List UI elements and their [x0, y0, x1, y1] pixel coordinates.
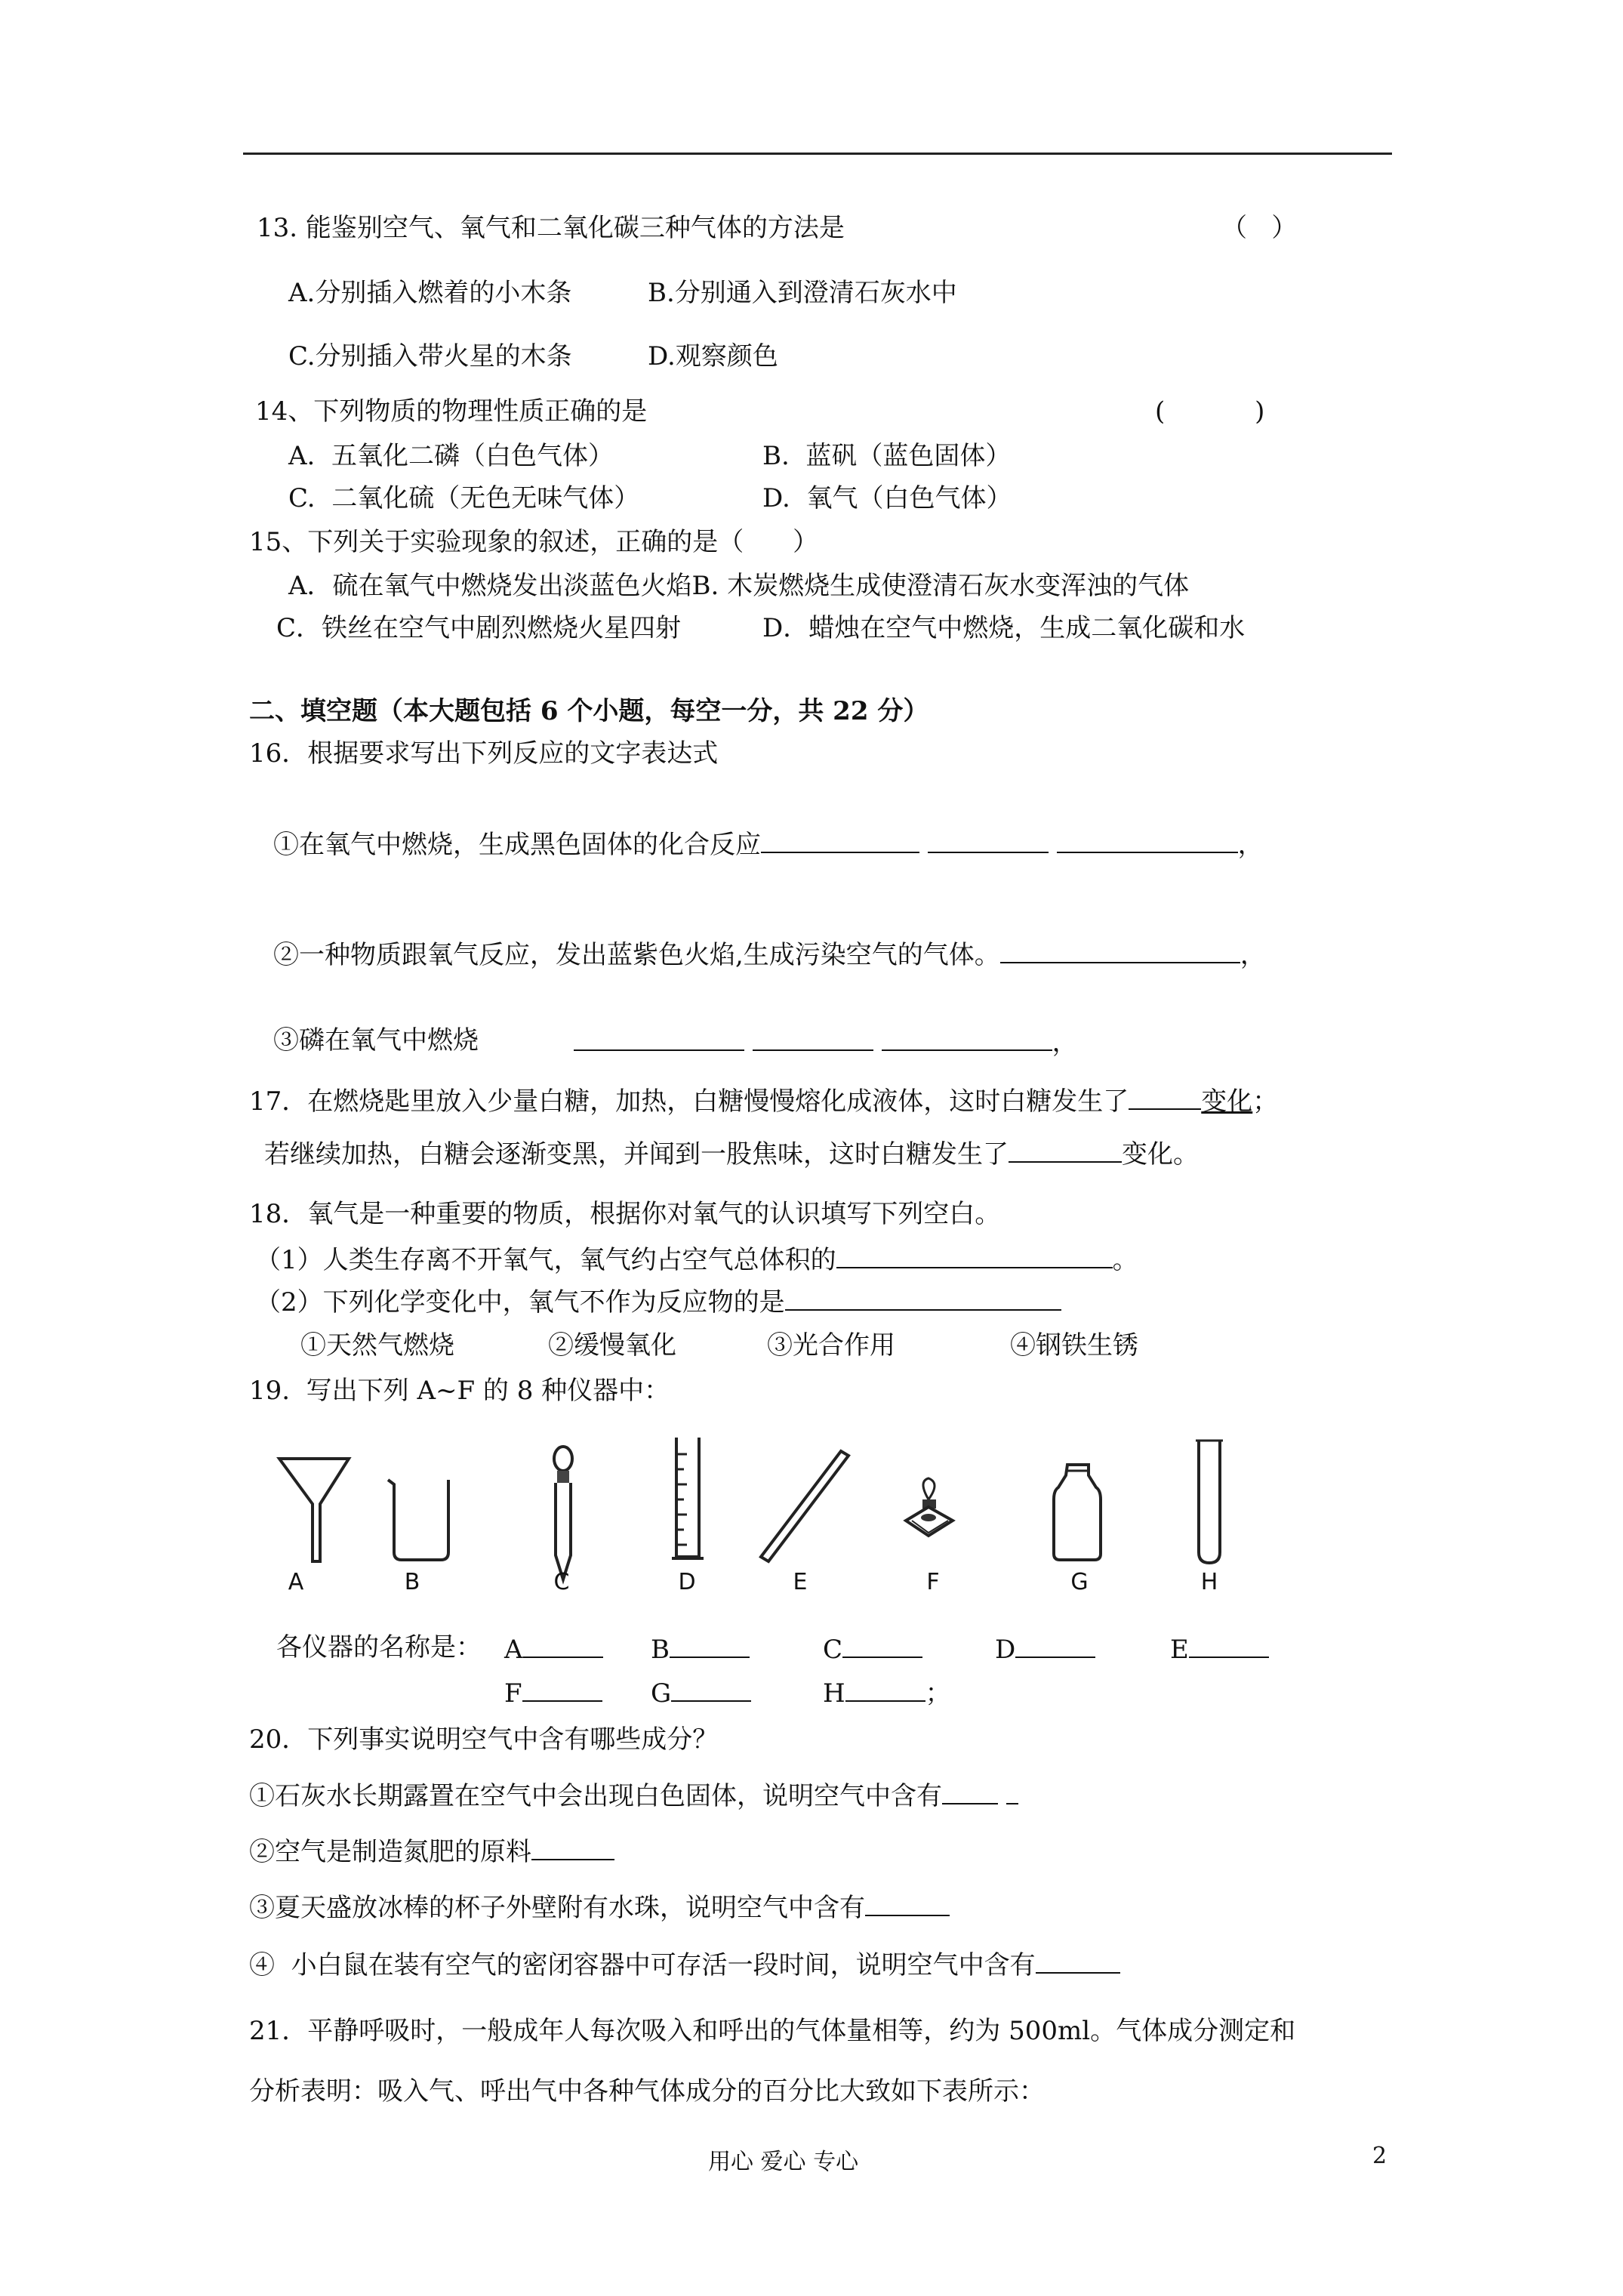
q16-item-2	[273, 938, 1266, 970]
q13-option-c: C.分别插入带火星的木条	[288, 341, 572, 371]
q20-item-3	[249, 1891, 950, 1923]
q16-item-3-end: ，	[1052, 1028, 1078, 1058]
q16-item-2-text: ②一种物质跟氧气反应，发出蓝紫色火焰,生成污染空气的气体。	[273, 940, 1000, 970]
q16-item-3: ③磷在氧气中燃烧	[273, 1025, 479, 1056]
q16-item1-blank-3[interactable]	[1057, 827, 1238, 853]
q18-choice-2: ②缓慢氧化	[548, 1330, 676, 1361]
q19-blank-c	[823, 1632, 922, 1665]
q18-part-2	[255, 1285, 1061, 1318]
q16-item1-blank-2[interactable]	[928, 827, 1049, 853]
q19-blank-a-letter: A	[504, 1635, 523, 1665]
q20-item-2-text: ②空气是制造氮肥的原料	[249, 1837, 531, 1867]
q19-blank-c-letter: C	[823, 1635, 843, 1665]
q17-line-2-end: 变化。	[1122, 1139, 1199, 1170]
alcohol-lamp-icon	[895, 1442, 986, 1586]
q18-part-1-text: （1）人类生存离不开氧气，氧气约占空气总体积的	[255, 1245, 836, 1275]
q19-blank-e-line[interactable]	[1189, 1632, 1269, 1658]
q19-blank-h	[823, 1676, 951, 1709]
q14-option-a: A. 五氧化二磷（白色气体）	[288, 441, 614, 471]
q16-item-1	[273, 827, 1264, 860]
q18-choice-3: ③光合作用	[767, 1330, 895, 1361]
q13-answer-paren: （ ）	[1221, 213, 1298, 243]
q20-item-1-text: ①石灰水长期露置在空气中会出现白色固体，说明空气中含有	[249, 1781, 942, 1811]
q19-blank-f-letter: F	[504, 1678, 522, 1709]
instrument-label-c: C	[553, 1569, 570, 1595]
q18-part-1	[255, 1243, 1138, 1275]
test-tube-icon	[1188, 1435, 1279, 1578]
q19-blank-f-line[interactable]	[522, 1676, 602, 1702]
q19-blank-c-line[interactable]	[842, 1632, 922, 1658]
instrument-label-e: E	[793, 1569, 808, 1595]
q21-line-1: 21．平静呼吸时，一般成年人每次吸入和呼出的气体量相等，约为 500ml。气体成分测定和	[249, 2016, 1296, 2046]
q16-item-2-end: ，	[1240, 940, 1266, 970]
q14-answer-paren: ( )	[1155, 396, 1265, 427]
q13-option-b: B.分别通入到澄清石灰水中	[648, 278, 957, 308]
q15-option-c: C．铁丝在空气中剧烈燃烧火星四射	[276, 613, 682, 643]
q16-item2-blank-2[interactable]	[1053, 938, 1180, 963]
q18-part-2-text: （2）下列化学变化中，氧气不作为反应物的是	[255, 1287, 785, 1318]
section-title: 二、填空题（本大题包括 6 个小题，每空一分，共 22 分）	[249, 696, 929, 726]
header-rule	[243, 153, 1392, 155]
graduated-cylinder-icon	[664, 1432, 755, 1575]
q19-blank-d-line[interactable]	[1015, 1632, 1095, 1658]
q20-item-4-text: ④ 小白鼠在装有空气的密闭容器中可存活一段时间，说明空气中含有	[249, 1950, 1036, 1980]
q13-option-d: D.观察颜色	[648, 341, 778, 371]
q19-blank-f	[504, 1676, 602, 1709]
q16-item3-blank-3[interactable]	[882, 1025, 1052, 1051]
q17-line-1-text: 17．在燃烧匙里放入少量白糖，加热，白糖慢慢熔化成液体，这时白糖发生了	[249, 1086, 1129, 1117]
q19-blank-b-line[interactable]	[670, 1632, 750, 1658]
q19-blank-d	[995, 1632, 1095, 1665]
page-number: 2	[1372, 2143, 1387, 2169]
q17-line-1-end: ；	[1252, 1086, 1279, 1117]
q19-blank-b-letter: B	[651, 1635, 670, 1665]
q19-blank-g-line[interactable]	[671, 1676, 751, 1702]
q21-line-2: 分析表明：吸入气、呼出气中各种气体成分的百分比大致如下表所示：	[249, 2076, 1045, 2106]
q20-item4-blank[interactable]	[1036, 1948, 1120, 1974]
q16-item3-blank-1[interactable]	[574, 1025, 744, 1051]
q19-blank-b	[651, 1632, 750, 1665]
q17-blank-2[interactable]	[1009, 1137, 1122, 1163]
q16-stem: 16．根据要求写出下列反应的文字表达式	[249, 738, 719, 769]
q19-blank-a	[504, 1632, 603, 1665]
q18-part1-blank[interactable]	[836, 1243, 1113, 1268]
q16-item-3-blanks	[574, 1025, 1078, 1058]
q19-blank-e	[1170, 1632, 1269, 1665]
q19-blank-a-line[interactable]	[523, 1632, 603, 1658]
q20-item3-blank[interactable]	[865, 1891, 950, 1916]
q16-item1-blank-1[interactable]	[761, 827, 919, 853]
q14-option-c: C. 二氧化硫（无色无味气体）	[288, 483, 640, 513]
instrument-label-h: H	[1200, 1569, 1218, 1595]
q19-stem: 19. 写出下列 A~F 的 8 种仪器中：	[249, 1376, 670, 1406]
q18-stem: 18．氧气是一种重要的物质，根据你对氧气的认识填写下列空白。	[249, 1199, 1001, 1229]
q19-blank-d-letter: D	[995, 1635, 1016, 1665]
q20-item1-blank[interactable]	[942, 1779, 998, 1804]
q16-item3-blank-2[interactable]	[753, 1025, 873, 1051]
instrument-label-b: B	[404, 1569, 420, 1595]
q20-item-2	[249, 1835, 614, 1867]
q19-blank-h-line[interactable]	[845, 1676, 925, 1702]
q15-stem: 15、下列关于实验现象的叙述，正确的是（ ）	[249, 527, 819, 557]
beaker-icon	[383, 1442, 474, 1586]
q17-blank-1-word: 变化	[1201, 1086, 1253, 1117]
funnel-icon	[273, 1442, 364, 1586]
reagent-bottle-icon	[1045, 1442, 1135, 1586]
q17-line-2-text: 若继续加热，白糖会逐渐变黑，并闻到一股焦味，这时白糖发生了	[264, 1139, 1009, 1170]
instrument-label-a: A	[288, 1569, 304, 1595]
q20-stem: 20．下列事实说明空气中含有哪些成分？	[249, 1724, 719, 1755]
q13-option-a: A.分别插入燃着的小木条	[288, 278, 572, 308]
q18-choice-4: ④钢铁生锈	[1010, 1330, 1138, 1361]
q17-blank-1[interactable]	[1129, 1084, 1201, 1110]
footer-slogan: 用心 爱心 专心	[708, 2149, 859, 2175]
glass-rod-icon	[755, 1442, 845, 1586]
q19-row2-end: ；	[925, 1678, 951, 1709]
q16-item2-blank-3[interactable]	[1180, 938, 1240, 963]
instrument-label-f: F	[926, 1569, 940, 1595]
instrument-label-g: G	[1070, 1569, 1089, 1595]
q19-blank-g-letter: G	[651, 1678, 672, 1709]
q20-item-1	[249, 1779, 1018, 1811]
q16-item2-blank-1[interactable]	[1000, 938, 1053, 963]
q18-choice-1: ①天然气燃烧	[300, 1330, 454, 1361]
q16-item-1-end: ，	[1237, 830, 1264, 860]
q15-options-ab: A．硫在氧气中燃烧发出淡蓝色火焰B. 木炭燃烧生成使澄清石灰水变浑浊的气体	[288, 571, 1190, 601]
q14-option-b: B. 蓝矾（蓝色固体）	[762, 441, 1012, 471]
instrument-label-d: D	[678, 1569, 696, 1595]
q17-line-1	[249, 1084, 1278, 1117]
q16-item-1-text: ①在氧气中燃烧，生成黑色固体的化合反应	[273, 830, 761, 860]
q15-option-d: D．蜡烛在空气中燃烧，生成二氧化碳和水	[762, 613, 1246, 643]
q13-stem: 13. 能鉴别空气、氧气和二氧化碳三种气体的方法是	[257, 213, 845, 243]
q19-blank-h-letter: H	[823, 1678, 845, 1709]
q19-names-intro: 各仪器的名称是：	[276, 1632, 482, 1663]
q17-line-2	[264, 1137, 1199, 1170]
dropper-icon	[540, 1442, 631, 1586]
q14-stem: 14、下列物质的物理性质正确的是	[255, 396, 648, 427]
q20-item-4	[249, 1948, 1120, 1980]
q18-part-1-end: 。	[1112, 1245, 1138, 1275]
q19-blank-e-letter: E	[1170, 1635, 1189, 1665]
q20-item-3-text: ③夏天盛放冰棒的杯子外壁附有水珠，说明空气中含有	[249, 1893, 865, 1923]
q20-item1-blank-tail[interactable]	[1006, 1779, 1018, 1804]
q18-part2-blank[interactable]	[785, 1285, 1061, 1311]
q19-blank-g	[651, 1676, 751, 1709]
q14-option-d: D. 氧气（白色气体）	[762, 483, 1012, 513]
q20-item2-blank[interactable]	[531, 1835, 614, 1860]
